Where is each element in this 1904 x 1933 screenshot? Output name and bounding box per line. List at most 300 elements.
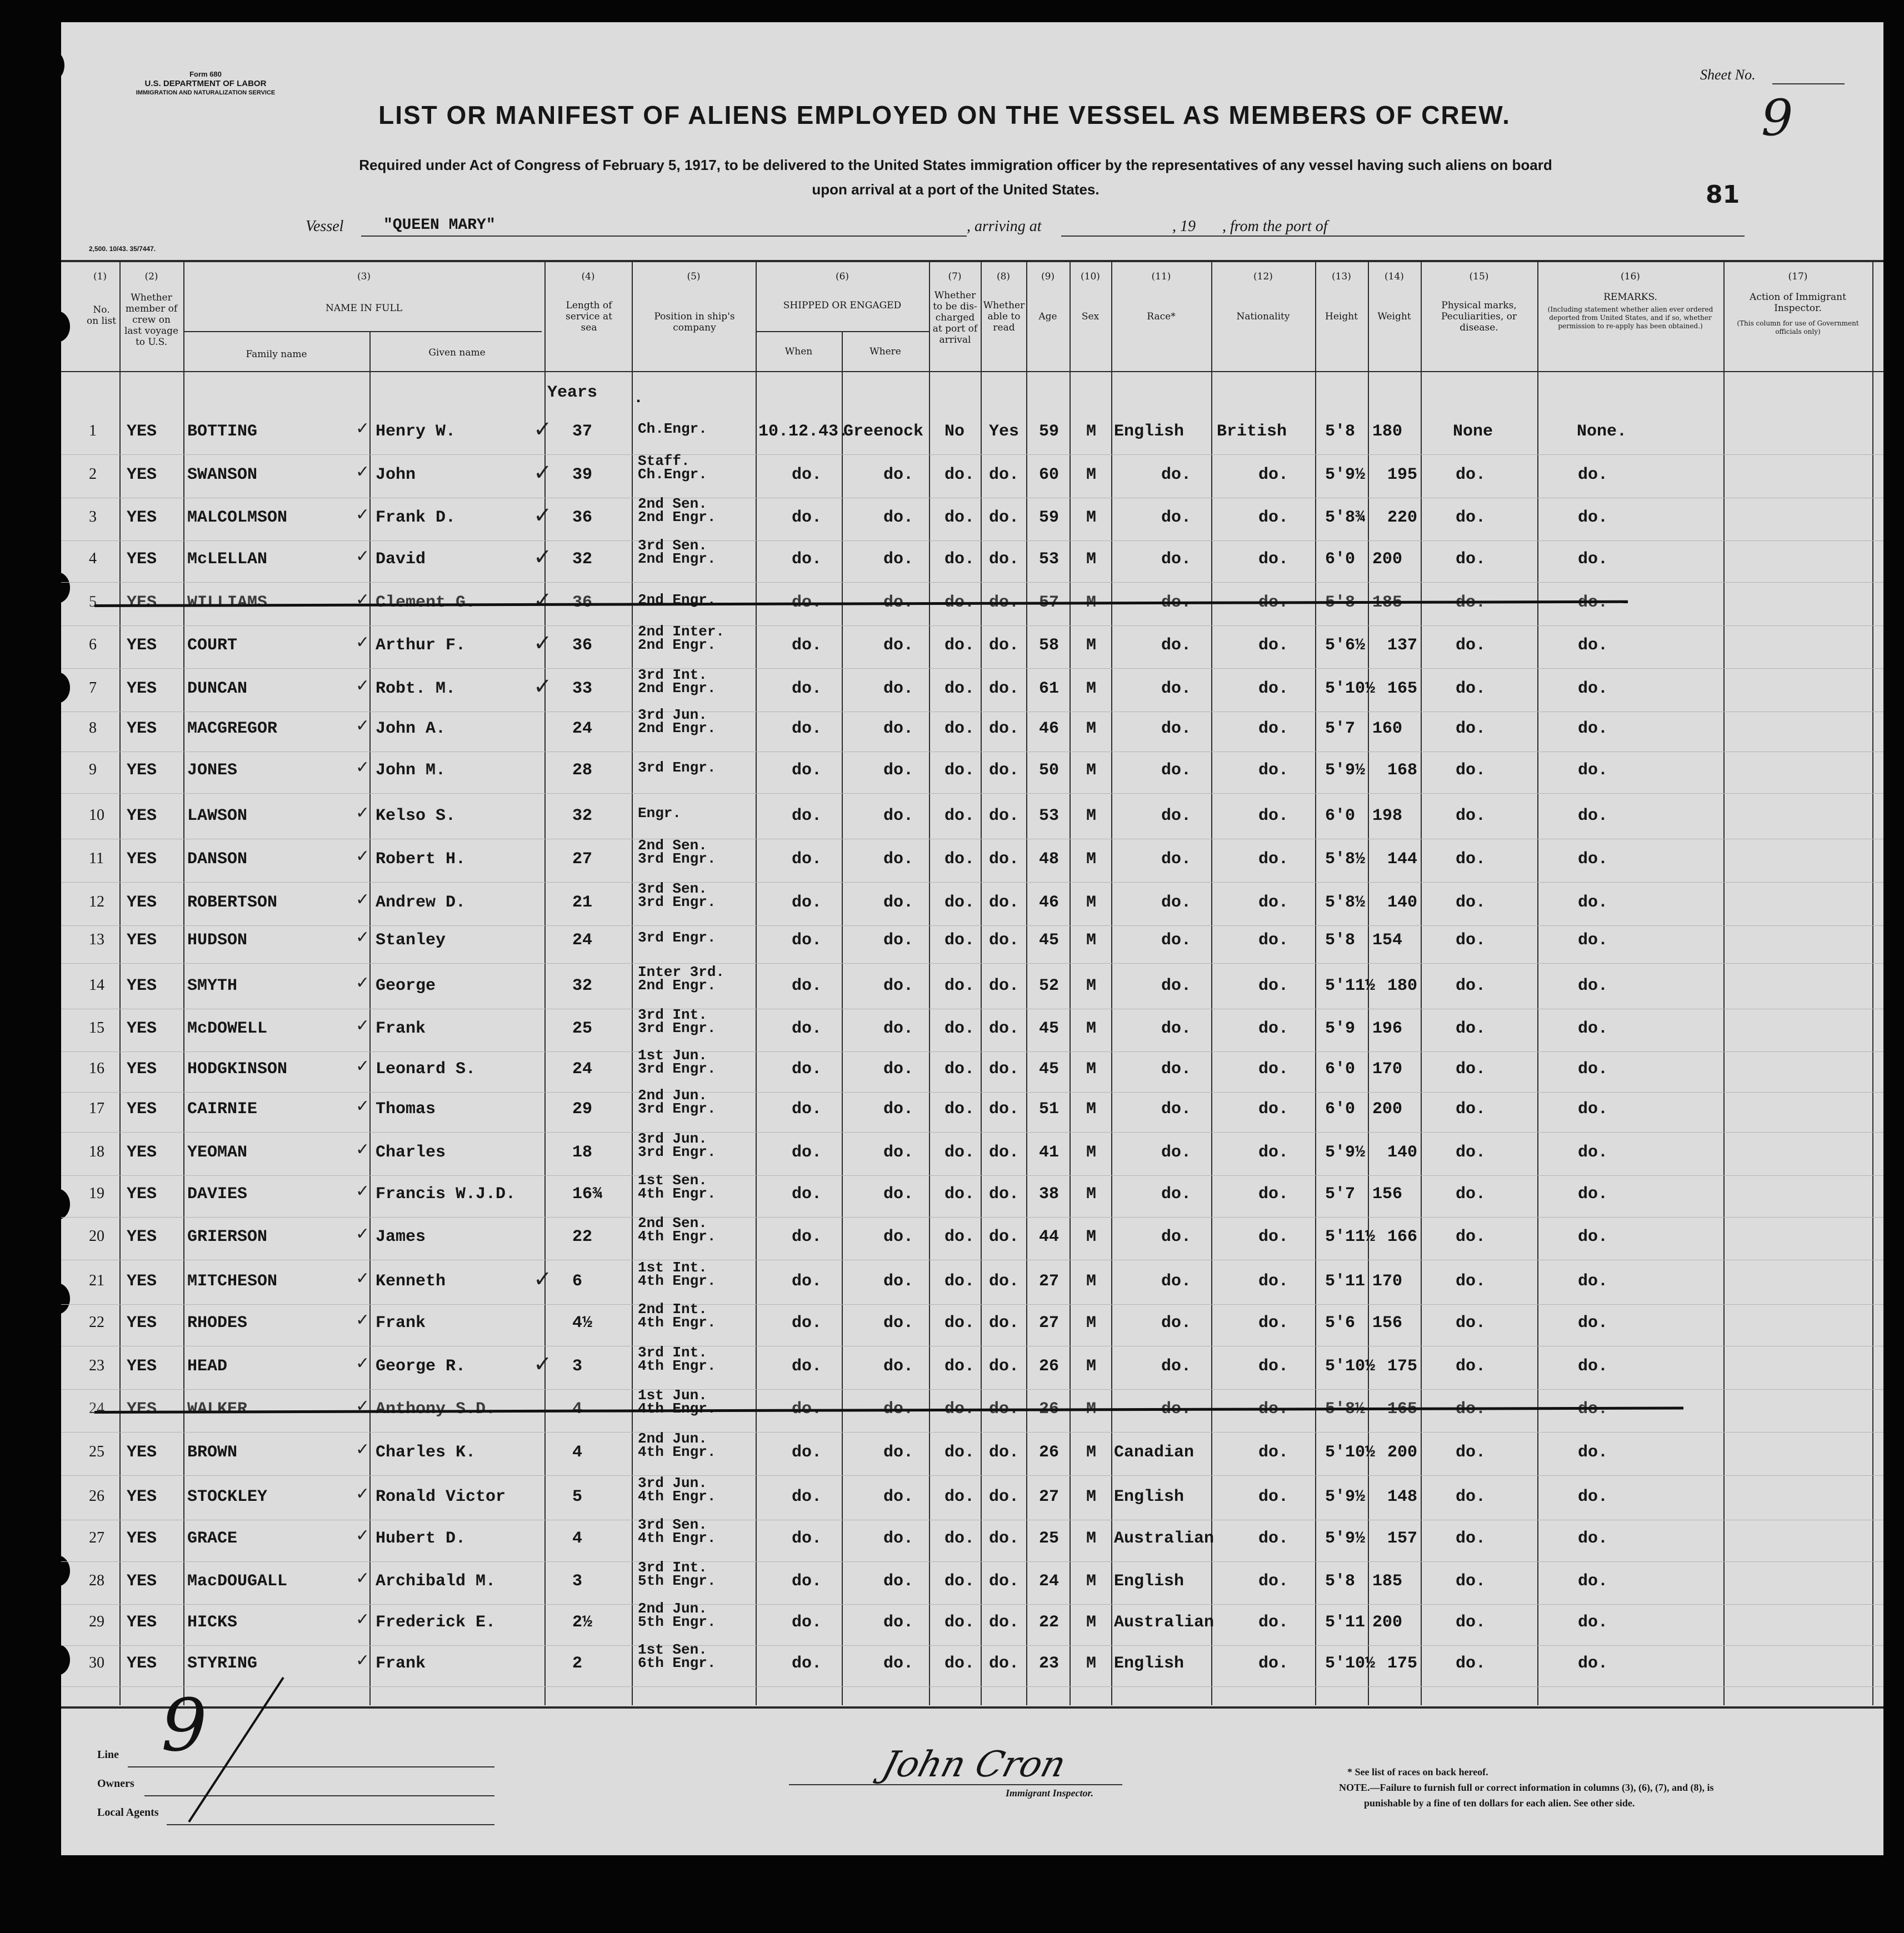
discharged-flag: do.	[944, 1314, 975, 1333]
row-number: 5	[89, 593, 97, 610]
form-ident	[128, 69, 283, 98]
position-rank: 1st Sen.	[638, 1172, 707, 1189]
weight: 180	[1387, 976, 1418, 995]
physical-marks: do.	[1456, 976, 1486, 995]
race: English	[1114, 1654, 1185, 1673]
given-name: Henry W.	[376, 422, 456, 441]
nationality: do.	[1258, 1613, 1289, 1632]
position-title: 3rd Engr.	[638, 894, 716, 910]
discharged-flag: do.	[944, 1572, 975, 1591]
race: do.	[1161, 761, 1192, 780]
penalty-note-2: punishable by a fine of ten dollars for each alien. See other side.	[1364, 1797, 1635, 1809]
weight: 198	[1372, 807, 1403, 825]
remarks: do.	[1578, 1488, 1608, 1506]
length-of-service: 28	[572, 761, 593, 780]
height: 5'9½	[1325, 465, 1366, 484]
table-row	[0, 1516, 1904, 1565]
remarks: do.	[1578, 1400, 1608, 1419]
able-to-read: do.	[989, 593, 1020, 612]
physical-marks: do.	[1456, 1443, 1486, 1462]
height: 5'10½	[1325, 679, 1376, 698]
family-name: HODGKINSON	[187, 1060, 288, 1079]
discharged-flag: do.	[944, 1228, 975, 1246]
col-num: (6)	[835, 271, 849, 282]
age: 27	[1039, 1272, 1060, 1291]
sex: M	[1086, 850, 1097, 869]
physical-marks: do.	[1456, 1314, 1486, 1333]
crew-last-voyage: YES	[127, 1529, 157, 1548]
nationality: do.	[1258, 1314, 1289, 1333]
shipped-when: do.	[792, 1185, 822, 1204]
sex: M	[1086, 1654, 1097, 1673]
crew-last-voyage: YES	[127, 1488, 157, 1506]
height: 5'7	[1325, 1185, 1356, 1204]
check-mark-icon: ✓	[356, 1181, 370, 1201]
row-number: 29	[89, 1613, 104, 1630]
sex: M	[1086, 1613, 1097, 1632]
physical-marks: do.	[1456, 1400, 1486, 1419]
race: English	[1114, 422, 1185, 441]
col-header-marks: Physical marks, Peculiarities, or disease.	[1441, 300, 1517, 333]
col-header-family-name: Family name	[246, 349, 307, 360]
given-name: Francis W.J.D.	[376, 1185, 516, 1204]
discharged-flag: do.	[944, 1272, 975, 1291]
position-title: 3rd Engr.	[638, 1100, 716, 1117]
table-row	[0, 707, 1904, 755]
port-underline	[1361, 236, 1678, 237]
physical-marks: do.	[1456, 719, 1486, 738]
remarks: do.	[1578, 1272, 1608, 1291]
check-mark-icon: ✓	[533, 544, 552, 570]
row-number: 19	[89, 1185, 104, 1202]
able-to-read: do.	[989, 1143, 1020, 1162]
physical-marks: do.	[1456, 1357, 1486, 1376]
crew-last-voyage: YES	[127, 1572, 157, 1591]
col-header-service: Length of service at sea	[566, 300, 612, 333]
remarks: do.	[1578, 1228, 1608, 1246]
row-number: 20	[89, 1228, 104, 1245]
shipped-when: do.	[792, 679, 822, 698]
height: 5'9½	[1325, 1488, 1366, 1506]
family-name: McDOWELL	[187, 1019, 268, 1038]
given-name: James	[376, 1228, 426, 1246]
col-header-discharged: Whether to be dis-charged at port of arrival	[932, 290, 978, 345]
shipped-where: do.	[883, 850, 914, 869]
weight: 185	[1372, 593, 1403, 612]
shipped-when: do.	[792, 636, 822, 655]
nationality: do.	[1258, 550, 1289, 569]
physical-marks: do.	[1456, 550, 1486, 569]
nationality: do.	[1258, 1488, 1289, 1506]
discharged-flag: do.	[944, 1443, 975, 1462]
shipped-when: do.	[792, 593, 822, 612]
race: do.	[1161, 807, 1192, 825]
given-name: Robert H.	[376, 850, 466, 869]
punch-hole	[39, 50, 64, 81]
remarks: do.	[1578, 1314, 1608, 1333]
given-name: George R.	[376, 1357, 466, 1376]
col-header-age: Age	[1038, 311, 1057, 322]
table-row	[0, 453, 1904, 501]
nationality: do.	[1258, 1443, 1289, 1462]
race: do.	[1161, 1228, 1192, 1246]
age: 59	[1039, 508, 1060, 527]
able-to-read: do.	[989, 636, 1020, 655]
position-rank: 3rd Int.	[638, 1559, 707, 1576]
family-name: RHODES	[187, 1314, 248, 1333]
shipped-when: do.	[792, 1100, 822, 1119]
age: 26	[1039, 1357, 1060, 1376]
crew-last-voyage: YES	[127, 1272, 157, 1291]
shipped-when: do.	[792, 1529, 822, 1548]
able-to-read: do.	[989, 807, 1020, 825]
remarks: do.	[1578, 1100, 1608, 1119]
shipped-when: do.	[792, 1572, 822, 1591]
row-number: 8	[89, 719, 97, 737]
age: 22	[1039, 1613, 1060, 1632]
col-num: (16)	[1621, 271, 1640, 282]
col-header-weight: Weight	[1377, 311, 1411, 322]
check-mark-icon: ✓	[356, 1140, 370, 1159]
table-row	[0, 1006, 1904, 1055]
sex: M	[1086, 1400, 1097, 1419]
physical-marks: do.	[1456, 1185, 1486, 1204]
position-title: 3rd Engr.	[638, 1020, 716, 1036]
family-name: ROBERTSON	[187, 893, 278, 912]
col-num: (8)	[996, 271, 1011, 282]
row-number: 22	[89, 1314, 104, 1331]
physical-marks: do.	[1456, 931, 1486, 950]
table-row	[0, 1559, 1904, 1608]
table-row	[0, 495, 1904, 544]
nationality: do.	[1258, 1060, 1289, 1079]
given-name: Frank	[376, 1019, 426, 1038]
nationality: do.	[1258, 1185, 1289, 1204]
remarks: do.	[1578, 1654, 1608, 1673]
col-num: (9)	[1041, 271, 1055, 282]
check-mark-icon: ✓	[356, 1269, 370, 1288]
discharged-flag: do.	[944, 719, 975, 738]
remarks: do.	[1578, 1019, 1608, 1038]
discharged-flag: do.	[944, 807, 975, 825]
check-mark-icon: ✓	[356, 928, 370, 947]
length-of-service: 3	[572, 1572, 583, 1591]
height: 6'0	[1325, 1100, 1356, 1119]
age: 53	[1039, 807, 1060, 825]
col-header-read: Whether able to read	[983, 300, 1025, 333]
physical-marks: do.	[1456, 807, 1486, 825]
sex: M	[1086, 807, 1097, 825]
col-num: (14)	[1385, 271, 1404, 282]
shipped-when: do.	[792, 931, 822, 950]
col-header-action-note: (This column for use of Government officials only)	[1737, 319, 1859, 335]
row-number: 24	[89, 1400, 104, 1417]
height: 5'6½	[1325, 636, 1366, 655]
able-to-read: do.	[989, 761, 1020, 780]
height: 5'11	[1325, 1613, 1366, 1632]
shipped-where: do.	[883, 807, 914, 825]
shipped-where: do.	[883, 508, 914, 527]
crew-last-voyage: YES	[127, 465, 157, 484]
print-code: 2,500. 10/43. 35/7447.	[89, 245, 156, 253]
able-to-read: do.	[989, 1060, 1020, 1079]
crew-last-voyage: YES	[127, 550, 157, 569]
weight: 195	[1387, 465, 1418, 484]
length-of-service: 29	[572, 1100, 593, 1119]
sex: M	[1086, 1572, 1097, 1591]
height: 5'8	[1325, 1572, 1356, 1591]
race: do.	[1161, 1185, 1192, 1204]
height: 5'9½	[1325, 761, 1366, 780]
row-number: 27	[89, 1529, 104, 1546]
age: 26	[1039, 1443, 1060, 1462]
nationality: do.	[1258, 593, 1289, 612]
height: 5'6	[1325, 1314, 1356, 1333]
age: 52	[1039, 976, 1060, 995]
discharged-flag: do.	[944, 761, 975, 780]
check-mark-icon: ✓	[356, 462, 370, 482]
check-mark-icon: ✓	[356, 716, 370, 735]
able-to-read: do.	[989, 1314, 1020, 1333]
position-title: 4th Engr.	[638, 1273, 716, 1289]
discharged-flag: do.	[944, 850, 975, 869]
length-of-service: 4	[572, 1400, 583, 1419]
sex: M	[1086, 422, 1097, 441]
check-mark-icon: ✓	[356, 1310, 370, 1330]
able-to-read: do.	[989, 1400, 1020, 1419]
shipped-where: do.	[883, 593, 914, 612]
col-num: (3)	[357, 271, 371, 282]
table-row	[0, 1259, 1904, 1308]
sex: M	[1086, 931, 1097, 950]
table-row	[0, 964, 1904, 1012]
shipped-when: do.	[792, 1654, 822, 1673]
position-title: 2nd Engr.	[638, 592, 716, 608]
nationality: do.	[1258, 761, 1289, 780]
col-num: (1)	[93, 271, 107, 282]
length-of-service: 21	[572, 893, 593, 912]
length-of-service: 37	[572, 422, 593, 441]
nationality: do.	[1258, 976, 1289, 995]
given-name: Kelso S.	[376, 807, 456, 825]
crew-last-voyage: YES	[127, 893, 157, 912]
crew-last-voyage: YES	[127, 1019, 157, 1038]
race: English	[1114, 1488, 1185, 1506]
discharged-flag: do.	[944, 1185, 975, 1204]
signature-underline	[789, 1784, 1122, 1785]
weight: 156	[1372, 1185, 1403, 1204]
nationality: do.	[1258, 1529, 1289, 1548]
given-name: Andrew D.	[376, 893, 466, 912]
check-mark-icon: ✓	[356, 803, 370, 823]
nationality: do.	[1258, 931, 1289, 950]
age: 50	[1039, 761, 1060, 780]
position-title: 2nd Engr.	[638, 720, 716, 737]
row-number: 15	[89, 1019, 104, 1036]
check-mark-icon: ✓	[356, 1354, 370, 1373]
height: 5'9½	[1325, 1529, 1366, 1548]
shipped-where: do.	[883, 465, 914, 484]
height: 5'8	[1325, 593, 1356, 612]
header-bottom-border	[61, 371, 1883, 372]
able-to-read: do.	[989, 1019, 1020, 1038]
discharged-flag: do.	[944, 508, 975, 527]
weight: 160	[1372, 719, 1403, 738]
age: 51	[1039, 1100, 1060, 1119]
check-mark-icon: ✓	[356, 590, 370, 609]
shipped-where: do.	[883, 1529, 914, 1548]
discharged-flag: do.	[944, 1529, 975, 1548]
table-row	[0, 1600, 1904, 1649]
port-label: , from the port of	[1222, 218, 1328, 235]
length-of-service: 33	[572, 679, 593, 698]
physical-marks: do.	[1456, 593, 1486, 612]
family-name: DAVIES	[187, 1185, 248, 1204]
family-name: HICKS	[187, 1613, 238, 1632]
table-bottom-border	[61, 1706, 1883, 1709]
remarks: do.	[1578, 1357, 1608, 1376]
years-label: Years	[547, 383, 598, 402]
vessel-label: Vessel	[306, 218, 344, 235]
sex: M	[1086, 1185, 1097, 1204]
crew-last-voyage: YES	[127, 1314, 157, 1333]
remarks: do.	[1578, 1143, 1608, 1162]
col-num: (5)	[687, 271, 701, 282]
col-header-action: Action of Immigrant Inspector.	[1750, 292, 1846, 314]
height: 5'7	[1325, 719, 1356, 738]
shipped-when: do.	[792, 1443, 822, 1462]
position-rank: 2nd Jun.	[638, 1600, 707, 1617]
shipped-where: do.	[883, 1613, 914, 1632]
weight: 200	[1372, 550, 1403, 569]
weight: 137	[1387, 636, 1418, 655]
nationality: do.	[1258, 679, 1289, 698]
col-num: (12)	[1253, 271, 1273, 282]
remarks: do.	[1578, 807, 1608, 825]
age: 25	[1039, 1529, 1060, 1548]
shipped-when: do.	[792, 761, 822, 780]
row-number: 3	[89, 508, 97, 525]
sex: M	[1086, 465, 1097, 484]
penalty-note-1: NOTE.—Failure to furnish full or correct information in columns (3), (6), (7), and (8), is	[1339, 1782, 1714, 1793]
able-to-read: do.	[989, 465, 1020, 484]
able-to-read: do.	[989, 976, 1020, 995]
shipped-when: do.	[792, 1060, 822, 1079]
length-of-service: 4	[572, 1443, 583, 1462]
physical-marks: do.	[1456, 1060, 1486, 1079]
row-number: 2	[89, 465, 97, 483]
row-number: 4	[89, 550, 97, 567]
check-mark-icon: ✓	[533, 1351, 552, 1377]
arriving-label: , arriving at	[967, 218, 1042, 235]
check-mark-icon: ✓	[356, 1651, 370, 1670]
weight: 148	[1387, 1488, 1418, 1506]
vessel-underline	[361, 236, 967, 237]
col-header-remarks: REMARKS.	[1603, 292, 1657, 303]
shipped-when: do.	[792, 465, 822, 484]
row-number: 23	[89, 1357, 104, 1374]
sheet-label: Sheet No.	[1700, 67, 1756, 83]
able-to-read: do.	[989, 508, 1020, 527]
col-header-sex: Sex	[1081, 311, 1100, 322]
weight: 140	[1387, 1143, 1418, 1162]
col-header-when: When	[784, 346, 813, 357]
table-row	[0, 753, 1904, 797]
age: 41	[1039, 1143, 1060, 1162]
given-name: Kenneth	[376, 1272, 446, 1291]
position-rank: 3rd Int.	[638, 667, 707, 683]
check-mark-icon: ✓	[533, 503, 552, 528]
row-number: 12	[89, 893, 104, 910]
shipped-where: do.	[883, 1488, 914, 1506]
position-rank: 2nd Sen.	[638, 837, 707, 854]
length-of-service: 24	[572, 931, 593, 950]
crew-last-voyage: YES	[127, 508, 157, 527]
row-number: 7	[89, 679, 97, 697]
family-name: YEOMAN	[187, 1143, 248, 1162]
length-of-service: 32	[572, 807, 593, 825]
weight: 200	[1372, 1613, 1403, 1632]
given-name: Ronald Victor	[376, 1488, 506, 1506]
page-stamp: 81	[1706, 181, 1740, 209]
nationality: do.	[1258, 1654, 1289, 1673]
position-title: 3rd Engr.	[638, 759, 716, 776]
col-header-given-name: Given name	[428, 347, 486, 358]
nationality: do.	[1258, 719, 1289, 738]
position-title: 2nd Engr.	[638, 680, 716, 697]
weight: 185	[1372, 1572, 1403, 1591]
table-row	[0, 1130, 1904, 1179]
nationality: do.	[1258, 850, 1289, 869]
position-title: 4th Engr.	[638, 1358, 716, 1374]
row-number: 26	[89, 1488, 104, 1505]
row-number: 10	[89, 807, 104, 824]
check-mark-icon: ✓	[356, 1224, 370, 1244]
shipped-when: do.	[792, 1613, 822, 1632]
row-number: 18	[89, 1143, 104, 1160]
remarks: do.	[1578, 550, 1608, 569]
race: do.	[1161, 679, 1192, 698]
shipped-when: do.	[792, 1400, 822, 1419]
race: do.	[1161, 593, 1192, 612]
race: Australian	[1114, 1529, 1215, 1548]
col-num: (15)	[1469, 271, 1489, 282]
col-header-crew: Whether member of crew on last voyage to U.S.	[124, 292, 179, 348]
weight: 154	[1372, 931, 1403, 950]
height: 5'8	[1325, 931, 1356, 950]
race: do.	[1161, 636, 1192, 655]
col-header-height: Height	[1325, 311, 1358, 322]
given-name: Robt. M.	[376, 679, 456, 698]
sex: M	[1086, 976, 1097, 995]
height: 6'0	[1325, 807, 1356, 825]
position-title: 4th Engr.	[638, 1400, 716, 1417]
length-of-service: 4½	[572, 1314, 593, 1333]
position-rank: 3rd Sen.	[638, 537, 707, 554]
weight: 140	[1387, 893, 1418, 912]
race: do.	[1161, 1019, 1192, 1038]
crew-last-voyage: YES	[127, 422, 157, 441]
length-of-service: 24	[572, 719, 593, 738]
shipped-where: do.	[883, 1228, 914, 1246]
age: 46	[1039, 893, 1060, 912]
shipped-where: do.	[883, 1443, 914, 1462]
length-of-service: 2	[572, 1654, 583, 1673]
height: 5'8¾	[1325, 508, 1366, 527]
col-header-name: NAME IN FULL	[325, 303, 403, 314]
given-name: John	[376, 465, 416, 484]
family-name: MacDOUGALL	[187, 1572, 288, 1591]
